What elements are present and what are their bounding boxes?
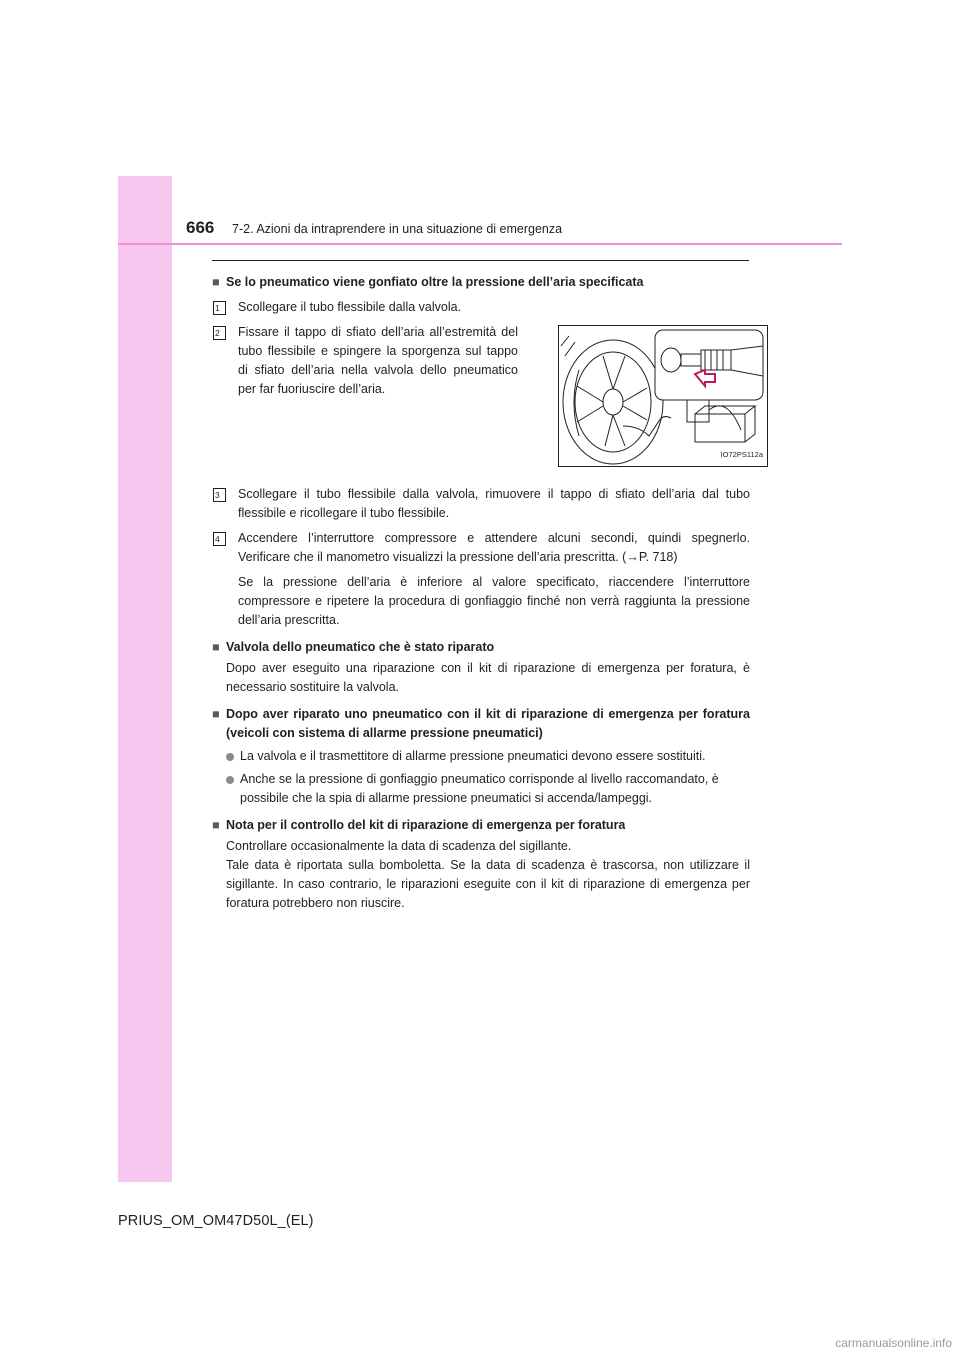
heading-overinflated: ■ Se lo pneumatico viene gonfiato oltre la pressione dell’aria specificata: [212, 273, 750, 292]
section-title: 7-2. Azioni da intraprendere in una situazione di emergenza: [232, 222, 563, 236]
page-content: [212, 265, 763, 913]
step-number-badge: 4: [213, 532, 226, 546]
content-top-rule: [212, 260, 749, 261]
header-rule: [118, 243, 842, 245]
round-bullet-icon: [226, 753, 234, 761]
bullet-item: Anche se la pressione di gonfiaggio pneumatico corrisponde al livello raccomandato, è possibile che la spia di allarme pressione pneumatici si accenda/lampeggi.: [212, 770, 750, 808]
heading-after-repair: ■ Dopo aver riparato uno pneumatico con il kit di riparazione di emergenza per foratura (veicoli con sistema di allarme pressione pneumatici): [212, 705, 750, 743]
kit-check-body-2: Tale data è riportata sulla bomboletta. Se la data di scadenza è trascorsa, non utilizzare il sigillante. In caso contrario, le riparazioni eseguite con il kit di riparazione di emergenza per foratura potrebbero non riuscire.: [226, 858, 750, 910]
bullet-item: La valvola e il trasmettitore di allarme pressione pneumatici devono essere sostituiti.: [212, 747, 750, 766]
step-2: [212, 323, 763, 467]
square-bullet-icon: ■: [212, 640, 220, 654]
side-tab-band: [118, 176, 172, 1182]
step-text: Scollegare il tubo flessibile dalla valvola, rimuovere il tappo di sfiato dell’aria dal tubo flessibile e ricollegare il tubo flessibile.: [238, 487, 750, 520]
step-1: [212, 298, 750, 317]
step-number-badge: 2: [213, 326, 226, 340]
page-number: 666: [186, 218, 215, 237]
step-4: [212, 529, 750, 630]
step-text: Accendere l’interruttore compressore e attendere alcuni secondi, quindi spegnerlo. Verificare che il manometro visualizzi la pressione dell’aria prescritta. (→P. 718): [238, 531, 750, 564]
round-bullet-icon: [226, 776, 234, 784]
step-text: Fissare il tappo di sfiato dell’aria all’estremità del tubo flessibile e spingere la sporgenza sul tappo di sfiato dell’aria nella valvola dello pneumatico per far fuoriuscire dell’aria.: [238, 325, 518, 396]
heading-kit-check: ■ Nota per il controllo del kit di riparazione di emergenza per foratura: [212, 816, 750, 835]
step-text: Scollegare il tubo flessibile dalla valvola.: [238, 300, 462, 314]
kit-check-body-1: Controllare occasionalmente la data di scadenza del sigillante.: [226, 839, 572, 853]
watermark: carmanualsonline.info: [835, 1336, 952, 1350]
heading-valve: ■ Valvola dello pneumatico che è stato riparato: [212, 638, 750, 657]
step-note: Se la pressione dell’aria è inferiore al valore specificato, riaccendere l’interruttore compressore e ripetere la procedura di gonfiaggio finché non verrà raggiunta la pressione dell’aria prescritta.: [238, 575, 750, 627]
step-number-badge: 3: [213, 488, 226, 502]
square-bullet-icon: ■: [212, 707, 220, 721]
step-3: [212, 485, 750, 523]
square-bullet-icon: ■: [212, 275, 220, 289]
figure-code: IO72PS112a: [720, 450, 763, 459]
document-code: PRIUS_OM_OM47D50L_(EL): [118, 1213, 314, 1229]
step-number-badge: 1: [213, 301, 226, 315]
valve-body: Dopo aver eseguito una riparazione con il kit di riparazione di emergenza per foratura, è necessario sostituire la valvola.: [226, 661, 750, 694]
square-bullet-icon: ■: [212, 818, 220, 832]
tire-deflation-illustration: [558, 325, 768, 467]
